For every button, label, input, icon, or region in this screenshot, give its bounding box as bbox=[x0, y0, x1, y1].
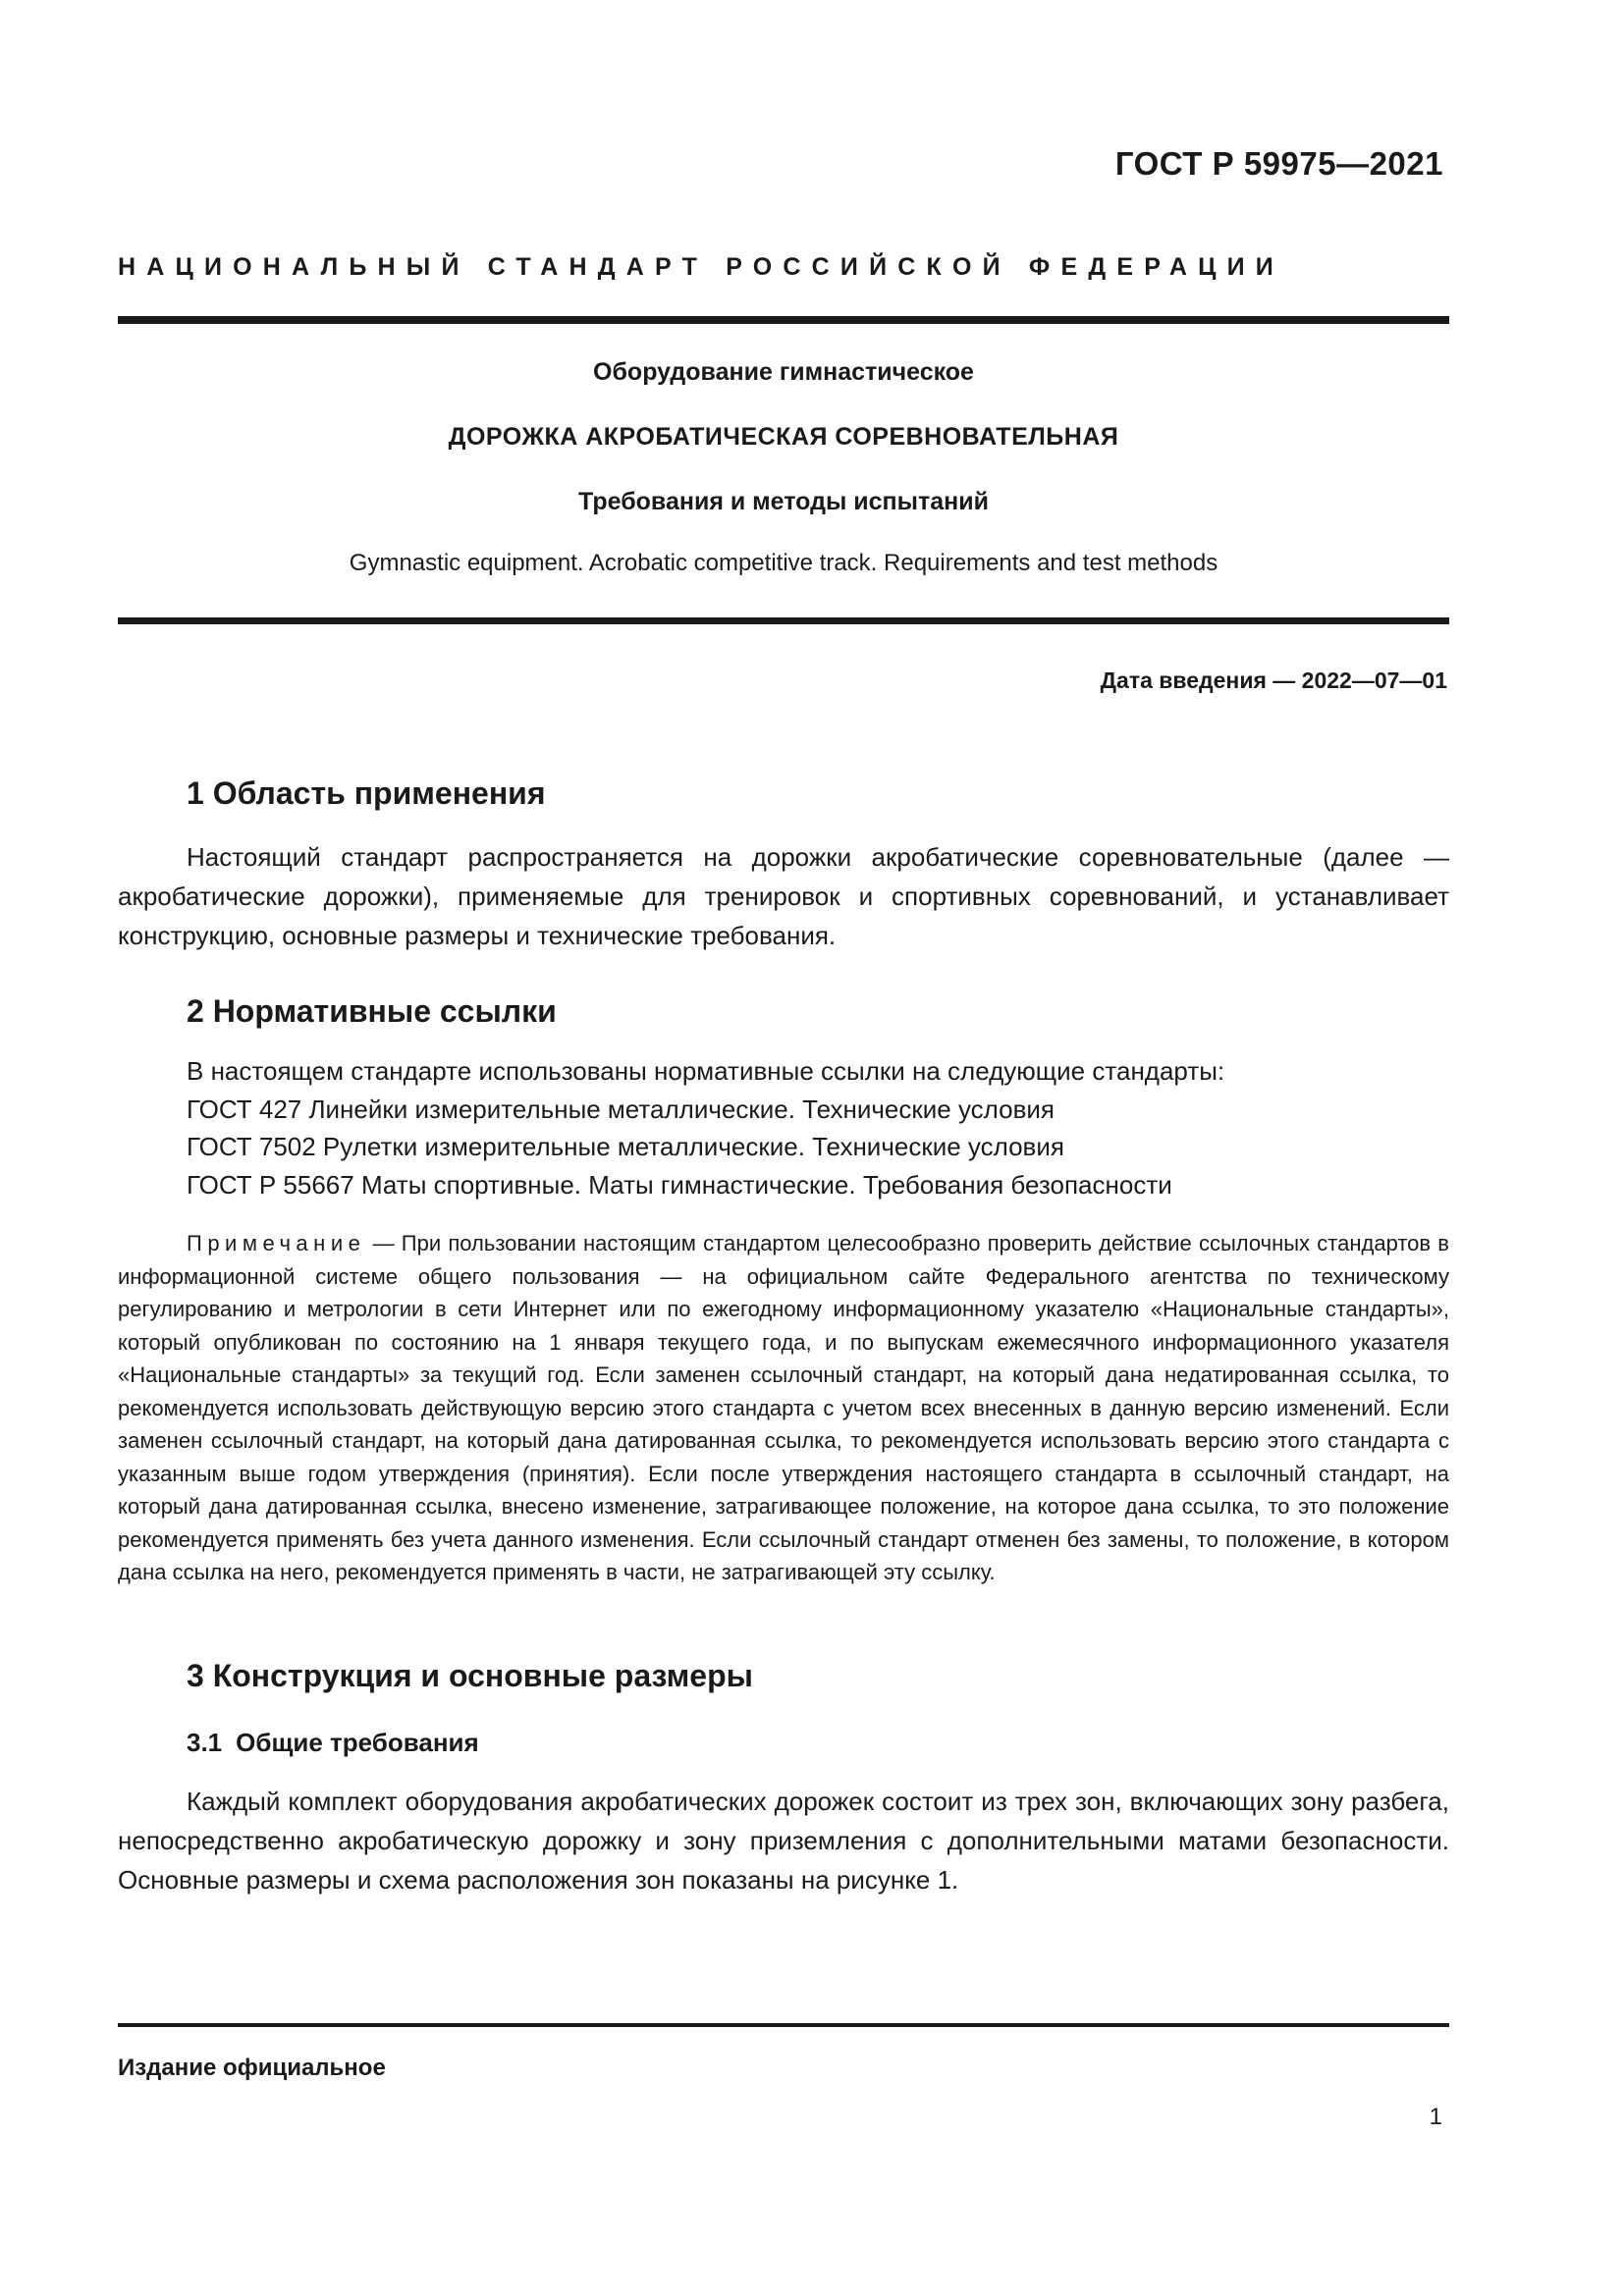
reference-item: ГОСТ 7502 Рулетки измерительные металлические. Технические условия bbox=[187, 1132, 1064, 1161]
national-standard-banner: НАЦИОНАЛЬНЫЙ СТАНДАРТ РОССИЙСКОЙ ФЕДЕРАЦИИ bbox=[118, 253, 1284, 281]
title-subtitle: Требования и методы испытаний bbox=[578, 488, 989, 515]
footer-divider bbox=[118, 2023, 1449, 2027]
top-divider bbox=[118, 316, 1449, 324]
reference-item: ГОСТ Р 55667 Маты спортивные. Маты гимнастические. Требования безопасности bbox=[187, 1169, 1172, 1200]
section-3-heading: 3 Конструкция и основные размеры bbox=[187, 1658, 753, 1693]
note-label: Примечание bbox=[187, 1231, 366, 1255]
section-1-text: Настоящий стандарт распространяется на дорожки акробатические соревновательные (далее — акробатические дорожки), применяемые для тренировок и спортивных соревнований, и устанавливает конструкцию, основные размеры и технические требования. bbox=[118, 842, 1449, 950]
title-category: Оборудование гимнастическое bbox=[593, 358, 974, 386]
title-main: ДОРОЖКА АКРОБАТИЧЕСКАЯ СОРЕВНОВАТЕЛЬНАЯ bbox=[448, 423, 1119, 451]
references-intro: В настоящем стандарте использованы нормативные ссылки на следующие стандарты: bbox=[187, 1056, 1225, 1086]
official-edition-label: Издание официальное bbox=[118, 2055, 386, 2081]
subsection-3-1-heading bbox=[187, 1728, 479, 1758]
title-english: Gymnastic equipment. Acrobatic competitive track. Requirements and test methods bbox=[349, 550, 1218, 576]
section-2-heading: 2 Нормативные ссылки bbox=[187, 993, 557, 1029]
note-text: — При пользовании настоящим стандартом целесообразно проверить действие ссылочных стандартов в информационной системе общего пользования — на официальном сайте Федерального агентства по техническому регулированию и метрологии в сети Интернет или по ежегодному информационному указателю «Национальные стандарты», который опубликован по состоянию на 1 января текущего года, и по выпускам ежемесячного информационного указателя «Национальные стандарты» за текущий год. Если заменен ссылочный стандарт, на который дана недатированная ссылка, то рекомендуется использовать действующую версию этого стандарта с учетом всех внесенных в данную версию изменений. Если заменен ссылочный стандарт, на который дана датированная ссылка, то рекомендуется использовать версию этого стандарта с указанным выше годом утверждения (принятия). Если после утверждения настоящего стандарта в ссылочный стандарт, на который дана датированная ссылка, внесено изменение, затрагивающее положение, на которое дана ссылка, то это положение рекомендуется применять без учета данного изменения. Если ссылочный стандарт отменен без замены, то положение, в котором дана ссылка на него, рекомендуется применять в части, не затрагивающей эту ссылку. bbox=[118, 1231, 1449, 1584]
introduction-date: Дата введения — 2022—07—01 bbox=[1100, 667, 1447, 693]
page-number: 1 bbox=[1429, 2104, 1442, 2130]
reference-item: ГОСТ 427 Линейки измерительные металлические. Технические условия bbox=[187, 1094, 1055, 1124]
normative-references bbox=[187, 1052, 1453, 1203]
section-1-heading: 1 Область применения bbox=[187, 775, 546, 811]
section-3-1-text: Каждый комплект оборудования акробатических дорожек состоит из трех зон, включающих зону разбега, непосредственно акробатическую дорожку и зону приземления с дополнительными матами безопасности. Основные размеры и схема расположения зон показаны на рисунке 1. bbox=[118, 1787, 1449, 1895]
references-note bbox=[118, 1227, 1449, 1589]
subsection-title: Общие требования bbox=[236, 1728, 479, 1757]
title-divider bbox=[118, 617, 1449, 624]
subsection-number: 3.1 bbox=[187, 1728, 223, 1757]
document-number: ГОСТ Р 59975—2021 bbox=[1114, 145, 1443, 182]
